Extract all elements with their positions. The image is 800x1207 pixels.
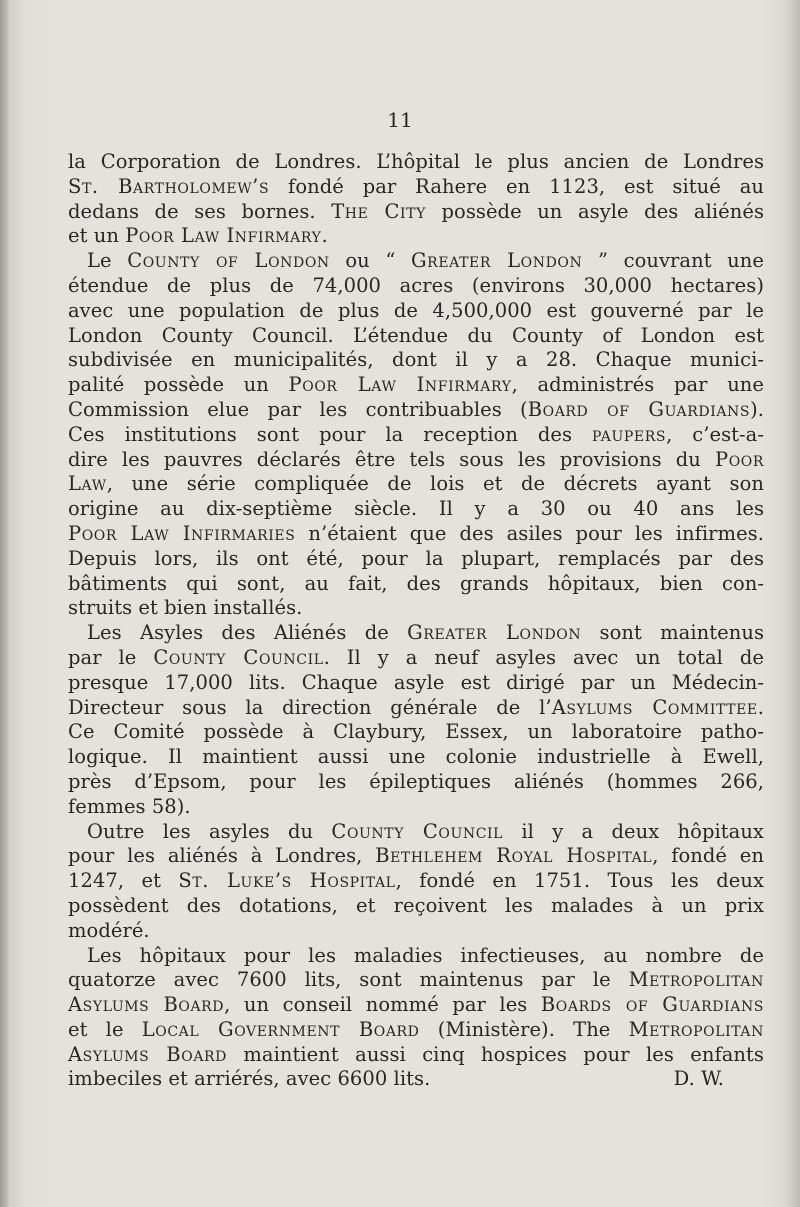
text-line: Les hôpitaux pour les maladies infectieuses, au nombre de [87, 943, 764, 967]
text-line: Outre les asyles du County Council il y a deux hôpitaux [87, 819, 764, 843]
text-line: St. Bartholomew’s fondé par Rahere en 1123, est situé au [68, 174, 764, 198]
page-number: 11 [387, 108, 413, 132]
text-line: modéré. [68, 918, 150, 942]
text-line: logique. Il maintient aussi une colonie industrielle à Ewell, [68, 745, 764, 769]
text-line: la Corporation de Londres. L’hôpital le plus ancien de Londres [68, 150, 764, 173]
text-line: Ces institutions sont pour la reception des paupers, c’est-a- [68, 422, 764, 446]
text-line: femmes 58). [68, 794, 191, 818]
text-line: Directeur sous la direction générale de l’Asylums Committee. [68, 695, 765, 719]
text-line: bâtiments qui sont, au fait, des grands hôpitaux, bien con- [68, 571, 764, 595]
text-line: London County Council. L’étendue du County of London est [68, 323, 764, 347]
text-line: et le Local Government Board (Ministère). The Metropolitan [68, 1017, 764, 1041]
text-line: dire les pauvres déclarés être tels sous les provisions du Poor [68, 447, 764, 471]
text-line: Ce Comité possède à Claybury, Essex, un laboratoire patho- [68, 720, 764, 744]
text-line: étendue de plus de 74,000 acres (environs 30,000 hectares) [68, 273, 764, 297]
text-line: palité possède un Poor Law Infirmary, administrés par une [68, 373, 765, 397]
text-line: Depuis lors, ils ont été, pour la plupart, remplacés par des [68, 546, 764, 570]
text-line: origine au dix-septième siècle. Il y a 30 ou 40 ans les [68, 497, 764, 521]
text-line: Asylums Board, un conseil nommé par les Boards of Guardians [68, 993, 764, 1017]
text-line: par le County Council. Il y a neuf asyles avec un total de [68, 645, 764, 669]
text-line: Poor Law Infirmaries n’étaient que des asiles pour les infirmes. [68, 521, 764, 545]
text-line: Law, une série compliquée de lois et de décrets ayant son [68, 472, 764, 496]
text-line: 1247, et St. Luke’s Hospital, fondé en 1751. Tous les deux [68, 869, 764, 893]
body-text [68, 150, 764, 1092]
text-line: quatorze avec 7600 lits, sont maintenus par le Metropolitan [68, 968, 764, 992]
page-left-edge [0, 0, 8, 1207]
text-line: Commission elue par les contribuables (Board of Guardians). [68, 397, 764, 421]
signature: D. W. [673, 1067, 724, 1091]
text-line: Les Asyles des Aliénés de Greater London sont maintenus [87, 621, 765, 645]
text-line: struits et bien installés. [68, 596, 303, 620]
text-line: Asylums Board maintient aussi cinq hospices pour les enfants [68, 1042, 764, 1066]
text-line: imbeciles et arriérés, avec 6600 lits. D. W. [68, 1067, 764, 1092]
text-line: près d’Epsom, pour les épileptiques aliénés (hommes 266, [68, 769, 764, 793]
text-line: dedans de ses bornes. The City possède un asyle des aliénés [68, 199, 764, 223]
text-line: subdivisée en municipalités, dont il y a 28. Chaque munici- [68, 348, 764, 372]
text-line: et un Poor Law Infirmary. [68, 224, 328, 248]
text-line: possèdent des dotations, et reçoivent les malades à un prix [68, 893, 764, 917]
text-line: presque 17,000 lits. Chaque asyle est dirigé par un Médecin- [68, 670, 764, 694]
text-line: avec une population de plus de 4,500,000 est gouverné par le [68, 298, 764, 322]
text-line: pour les aliénés à Londres, Bethlehem Royal Hospital, fondé en [68, 844, 765, 868]
text-line: Le County of London ou “ Greater London ” couvrant une [87, 249, 764, 273]
page-right-edge [786, 0, 800, 1207]
